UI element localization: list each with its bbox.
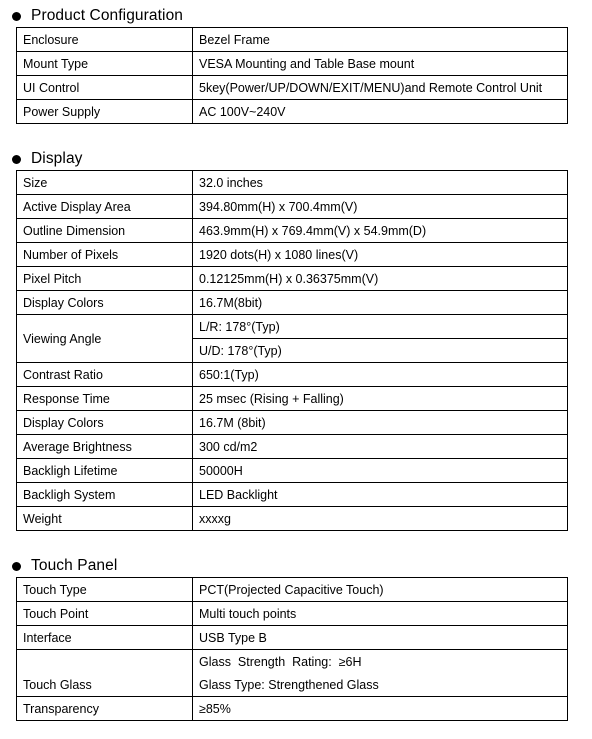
spec-label: Weight: [17, 507, 193, 531]
section-title: Display: [31, 150, 83, 167]
spec-label: Average Brightness: [17, 435, 193, 459]
spec-value: Bezel Frame: [193, 28, 568, 52]
spec-value: 16.7M(8bit): [193, 291, 568, 315]
spec-value: 25 msec (Rising + Falling): [193, 387, 568, 411]
section-title: Product Configuration: [31, 7, 184, 24]
spec-label: Contrast Ratio: [17, 363, 193, 387]
spec-value: Glass Strength Rating: ≥6H: [193, 650, 568, 674]
spec-value: 5key(Power/UP/DOWN/EXIT/MENU)and Remote Control Unit: [193, 76, 568, 100]
table-row: [17, 243, 568, 267]
spec-value: L/R: 178°(Typ): [193, 315, 568, 339]
spec-label: Interface: [17, 626, 193, 650]
table-row: [17, 435, 568, 459]
spec-value: AC 100V~240V: [193, 100, 568, 124]
spec-value: 300 cd/m2: [193, 435, 568, 459]
spec-label: Outline Dimension: [17, 219, 193, 243]
spec-label: Size: [17, 171, 193, 195]
product-configuration-table: [16, 27, 568, 124]
table-row: [17, 387, 568, 411]
spec-value: PCT(Projected Capacitive Touch): [193, 578, 568, 602]
spec-label: Display Colors: [17, 411, 193, 435]
section-heading-touch-panel: [12, 556, 117, 576]
spec-value: U/D: 178°(Typ): [193, 339, 568, 363]
spec-value: 16.7M (8bit): [193, 411, 568, 435]
table-row: [17, 76, 568, 100]
section-title: Touch Panel: [31, 557, 118, 574]
spec-value: 650:1(Typ): [193, 363, 568, 387]
spec-value: LED Backlight: [193, 483, 568, 507]
table-row: [17, 267, 568, 291]
spec-label: Power Supply: [17, 100, 193, 124]
spec-value: xxxxg: [193, 507, 568, 531]
bullet-icon: [12, 155, 21, 164]
spec-value: Multi touch points: [193, 602, 568, 626]
spec-value: ≥85%: [193, 697, 568, 721]
spec-value: 32.0 inches: [193, 171, 568, 195]
section-heading-product-configuration: [12, 6, 183, 26]
spec-value: 394.80mm(H) x 700.4mm(V): [193, 195, 568, 219]
table-row: [17, 578, 568, 602]
spec-value: 1920 dots(H) x 1080 lines(V): [193, 243, 568, 267]
spec-value: VESA Mounting and Table Base mount: [193, 52, 568, 76]
spec-value: Glass Type: Strengthened Glass: [193, 673, 568, 697]
table-row: [17, 483, 568, 507]
spec-label: Display Colors: [17, 291, 193, 315]
spec-value: 463.9mm(H) x 769.4mm(V) x 54.9mm(D): [193, 219, 568, 243]
spec-label: Mount Type: [17, 52, 193, 76]
table-row: [17, 195, 568, 219]
spec-value: 50000H: [193, 459, 568, 483]
table-row: [17, 507, 568, 531]
table-row: [17, 650, 568, 674]
spec-label: Response Time: [17, 387, 193, 411]
table-row: [17, 626, 568, 650]
display-table: [16, 170, 568, 531]
spec-label: Touch Glass: [17, 650, 193, 697]
spec-value: USB Type B: [193, 626, 568, 650]
spec-label: Pixel Pitch: [17, 267, 193, 291]
table-row: [17, 363, 568, 387]
table-row: [17, 100, 568, 124]
spec-label: Number of Pixels: [17, 243, 193, 267]
bullet-icon: [12, 562, 21, 571]
spec-label: Touch Type: [17, 578, 193, 602]
spec-label: Backligh Lifetime: [17, 459, 193, 483]
section-heading-display: [12, 149, 83, 169]
spec-label: UI Control: [17, 76, 193, 100]
spec-label: Viewing Angle: [17, 315, 193, 363]
bullet-icon: [12, 12, 21, 21]
table-row: [17, 411, 568, 435]
table-row: [17, 459, 568, 483]
spec-label: Transparency: [17, 697, 193, 721]
spec-label: Touch Point: [17, 602, 193, 626]
spec-label: Active Display Area: [17, 195, 193, 219]
spec-value: 0.12125mm(H) x 0.36375mm(V): [193, 267, 568, 291]
table-row: [17, 697, 568, 721]
table-row: [17, 602, 568, 626]
table-row: [17, 52, 568, 76]
touch-panel-table: [16, 577, 568, 721]
table-row: [17, 219, 568, 243]
spec-label: Backligh System: [17, 483, 193, 507]
table-row: [17, 28, 568, 52]
spec-label: Enclosure: [17, 28, 193, 52]
table-row: [17, 291, 568, 315]
table-row: [17, 171, 568, 195]
table-row: [17, 315, 568, 339]
